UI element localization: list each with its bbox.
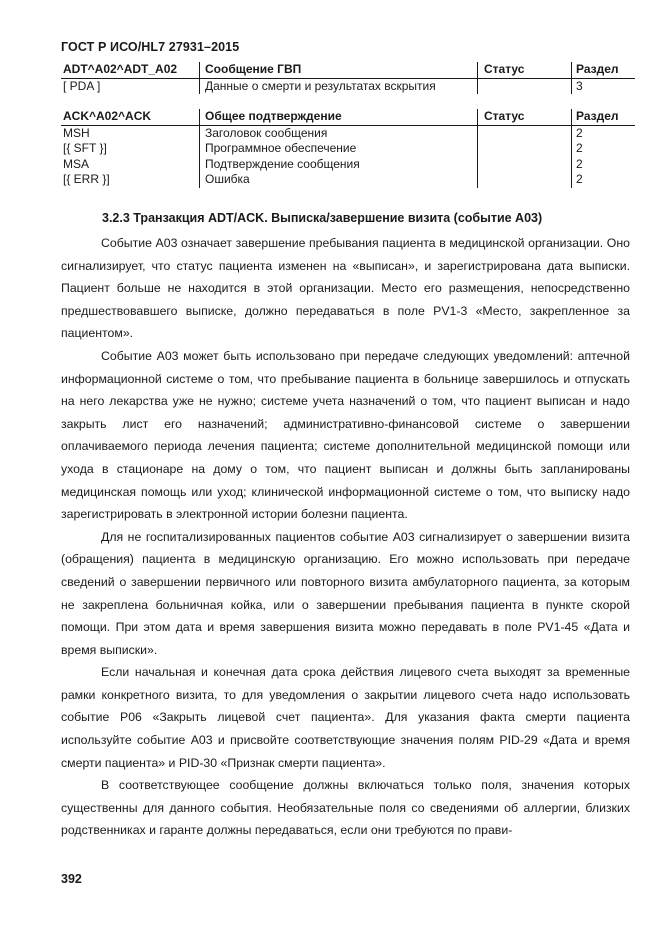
segment-description: Подтверждение сообщения [200,157,478,173]
segment-section: 3 [576,78,583,93]
table-row [61,141,635,157]
document-header: ГОСТ Р ИСО/HL7 27931–2015 [61,40,240,54]
paragraph: Событие A03 означает завершение пребывания пациента в медицинской организации. Оно сигнализирует, что статус пациента изменен на «выписан», и зарегистрирована дата выписки. Пациент больше не находится в этой организации. Место его размещения, непосредственно предшествовавшего выписке, должно передаваться в поле PV1-3 «Место, закрепленное за пациентом». [61,236,630,341]
segment-code: MSA [61,157,200,173]
col-header-description: Сообщение ГВП [200,62,478,78]
segment-status [478,141,572,157]
segment-status [478,157,572,173]
segment-description: Данные о смерти и результатах вскрытия [200,78,478,94]
col-header-section: Раздел [572,62,636,78]
segment-section: 2 [576,172,583,186]
body-text [61,232,630,842]
col-header-message: ADT^A02^ADT_A02 [61,62,200,78]
segment-code: MSH [61,125,200,141]
segment-table-adt [61,62,635,94]
paragraph: Событие A03 может быть использовано при передаче следующих уведомлений: аптечной информационной системе о том, что пребывание пациента в больнице завершилось и отпускать на него лекарства уже не нужно; системе учета назначений о том, что пациент выписан и надо закрыть лист его назначений; административно-финансовой системе о завершении оплачиваемого периода лечения пациента; системе дополнительной медицинской помощи или ухода в стационаре на дому о том, что пациент выписан и должны быть запланированы медицинская помощь или уход; клинической информационной системе о том, что выписку надо зарегистрировать в электронной истории болезни пациента. [61,348,630,522]
segment-table-ack [61,109,635,188]
segment-section: 2 [576,125,583,140]
segment-status [478,172,572,188]
table-row [61,78,635,94]
table-header-row [61,62,635,78]
segment-description: Программное обеспечение [200,141,478,157]
col-header-description: Общее подтверждение [200,109,478,125]
paragraph: Если начальная и конечная дата срока действия лицевого счета выходят за временные рамки конкретного визита, то для уведомления о закрытии лицевого счета надо использовать событие P06 «Закрыть лицевой счет пациента». Для указания факта смерти пациента используйте событие A03 и присвойте соответствующие значения полям PID-29 «Дата и время смерти пациента» и PID-30 «Признак смерти пациента». [61,665,630,770]
table-header-row [61,109,635,125]
page-number: 392 [61,872,82,886]
segment-description: Заголовок сообщения [200,125,478,141]
segment-status [478,78,572,94]
table-row [61,172,635,188]
table-row [61,125,635,141]
segment-status [478,125,572,141]
segment-section: 2 [576,156,583,171]
segment-code: [ PDA ] [61,78,200,94]
segment-code: [{ SFT }] [61,141,200,157]
col-header-section: Раздел [572,109,636,125]
col-header-message: ACK^A02^ACK [61,109,200,125]
table-row [61,157,635,173]
segment-code: [{ ERR }] [61,172,200,188]
segment-section: 2 [576,141,583,155]
col-header-status: Статус [478,109,572,125]
paragraph: Для не госпитализированных пациентов событие A03 сигнализирует о завершении визита (обращения) пациента в медицинскую организацию. Его можно использовать при передаче сведений о завершении первичного или повторного визита амбулаторного пациента, за которым не закреплена больничная койка, или о завершении пребывания пациента в пункте скорой помощи. При этом дата и время завершения визита можно передавать в поле PV1-45 «Дата и время выписки». [61,529,630,657]
section-heading: 3.2.3 Транзакция ADT/ACK. Выписка/завершение визита (событие A03) [102,211,543,225]
paragraph: В соответствующее сообщение должны включаться только поля, значения которых существенны для данного события. Необязательные поля со сведениями об аллергии, близких родственниках и гаранте должны передаваться, если они требуются по прави- [61,778,630,838]
col-header-status: Статус [478,62,572,78]
segment-description: Ошибка [200,172,478,188]
